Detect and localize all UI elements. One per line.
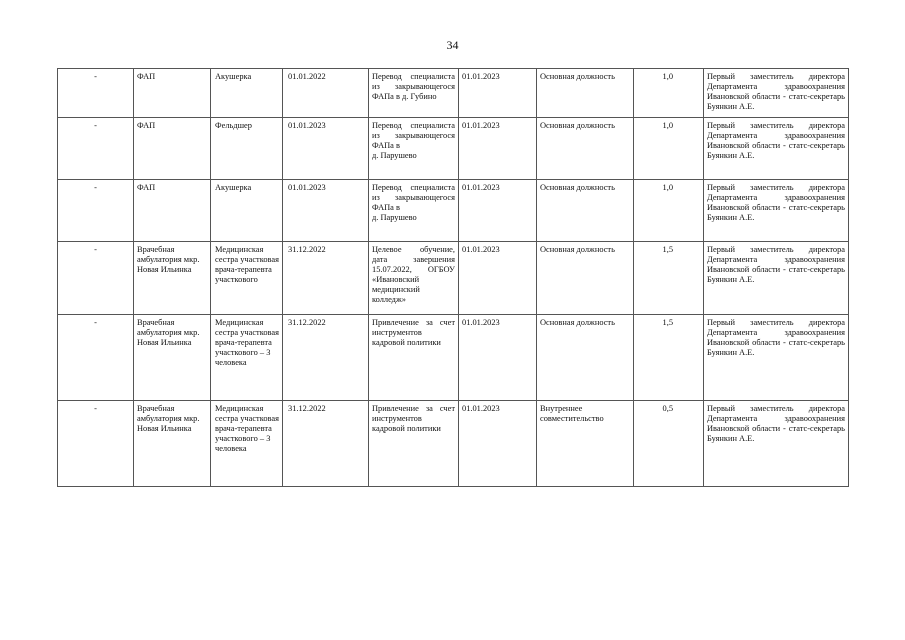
- start-date-cell: 01.01.2023: [459, 242, 537, 315]
- position-cell: Медицинская сестра участковая врача-терапевта участкового – 3 человека: [211, 315, 283, 401]
- position-cell: Медицинская сестра участковая врача-терапевта участкового – 3 человека: [211, 401, 283, 487]
- employment-type-cell: Основная должность: [537, 118, 634, 180]
- measure-cell: Целевое обучение, дата завершения 15.07.2022, ОГБОУ «Ивановский медицинский колледж»: [369, 242, 459, 315]
- facility-cell: Врачебная амбулатория мкр. Новая Ильинка: [134, 401, 211, 487]
- responsible-cell: Первый заместитель директора Департамента здравоохранения Ивановской области - статс-секретарь Буянкин А.Е.: [704, 242, 849, 315]
- measure-cell: Перевод специалиста из закрывающегося ФАПа в д. Парушево: [369, 180, 459, 242]
- employment-type-cell: Основная должность: [537, 315, 634, 401]
- row-marker-cell: -: [58, 401, 134, 487]
- table-row: [58, 242, 849, 315]
- facility-cell: ФАП: [134, 180, 211, 242]
- table-row: [58, 401, 849, 487]
- responsible-cell: Первый заместитель директора Департамента здравоохранения Ивановской области - статс-секретарь Буянкин А.Е.: [704, 69, 849, 118]
- table-row: [58, 315, 849, 401]
- date-cell: 01.01.2022: [283, 69, 369, 118]
- start-date-cell: 01.01.2023: [459, 180, 537, 242]
- measure-cell: Перевод специалиста из закрывающегося ФАПа в д. Губино: [369, 69, 459, 118]
- date-cell: 31.12.2022: [283, 315, 369, 401]
- row-marker-cell: -: [58, 69, 134, 118]
- employment-type-cell: Основная должность: [537, 69, 634, 118]
- responsible-cell: Первый заместитель директора Департамента здравоохранения Ивановской области - статс-секретарь Буянкин А.Е.: [704, 401, 849, 487]
- employment-type-cell: Внутреннее совместительство: [537, 401, 634, 487]
- rate-cell: 0,5: [634, 401, 704, 487]
- row-marker-cell: -: [58, 242, 134, 315]
- position-cell: Акушерка: [211, 69, 283, 118]
- measure-cell: Привлечение за счет инструментов кадровой политики: [369, 315, 459, 401]
- responsible-cell: Первый заместитель директора Департамента здравоохранения Ивановской области - статс-секретарь Буянкин А.Е.: [704, 315, 849, 401]
- table-row: [58, 118, 849, 180]
- date-cell: 31.12.2022: [283, 401, 369, 487]
- start-date-cell: 01.01.2023: [459, 401, 537, 487]
- date-cell: 01.01.2023: [283, 118, 369, 180]
- facility-cell: Врачебная амбулатория мкр. Новая Ильинка: [134, 315, 211, 401]
- rate-cell: 1,5: [634, 315, 704, 401]
- rate-cell: 1,0: [634, 69, 704, 118]
- start-date-cell: 01.01.2023: [459, 118, 537, 180]
- start-date-cell: 01.01.2023: [459, 315, 537, 401]
- employment-type-cell: Основная должность: [537, 180, 634, 242]
- responsible-cell: Первый заместитель директора Департамента здравоохранения Ивановской области - статс-секретарь Буянкин А.Е.: [704, 118, 849, 180]
- rate-cell: 1,5: [634, 242, 704, 315]
- table-row: [58, 69, 849, 118]
- date-cell: 01.01.2023: [283, 180, 369, 242]
- start-date-cell: 01.01.2023: [459, 69, 537, 118]
- facility-cell: ФАП: [134, 69, 211, 118]
- position-cell: Акушерка: [211, 180, 283, 242]
- rate-cell: 1,0: [634, 180, 704, 242]
- employment-type-cell: Основная должность: [537, 242, 634, 315]
- page-number: 34: [446, 38, 459, 52]
- facility-cell: Врачебная амбулатория мкр. Новая Ильинка: [134, 242, 211, 315]
- staffing-table: [57, 68, 849, 487]
- measure-cell: Привлечение за счет инструментов кадровой политики: [369, 401, 459, 487]
- position-cell: Медицинская сестра участковая врача-терапевта участкового: [211, 242, 283, 315]
- table-row: [58, 180, 849, 242]
- responsible-cell: Первый заместитель директора Департамента здравоохранения Ивановской области - статс-секретарь Буянкин А.Е.: [704, 180, 849, 242]
- measure-cell: Перевод специалиста из закрывающегося ФАПа в д. Парушево: [369, 118, 459, 180]
- facility-cell: ФАП: [134, 118, 211, 180]
- row-marker-cell: -: [58, 118, 134, 180]
- rate-cell: 1,0: [634, 118, 704, 180]
- row-marker-cell: -: [58, 180, 134, 242]
- position-cell: Фельдшер: [211, 118, 283, 180]
- date-cell: 31.12.2022: [283, 242, 369, 315]
- row-marker-cell: -: [58, 315, 134, 401]
